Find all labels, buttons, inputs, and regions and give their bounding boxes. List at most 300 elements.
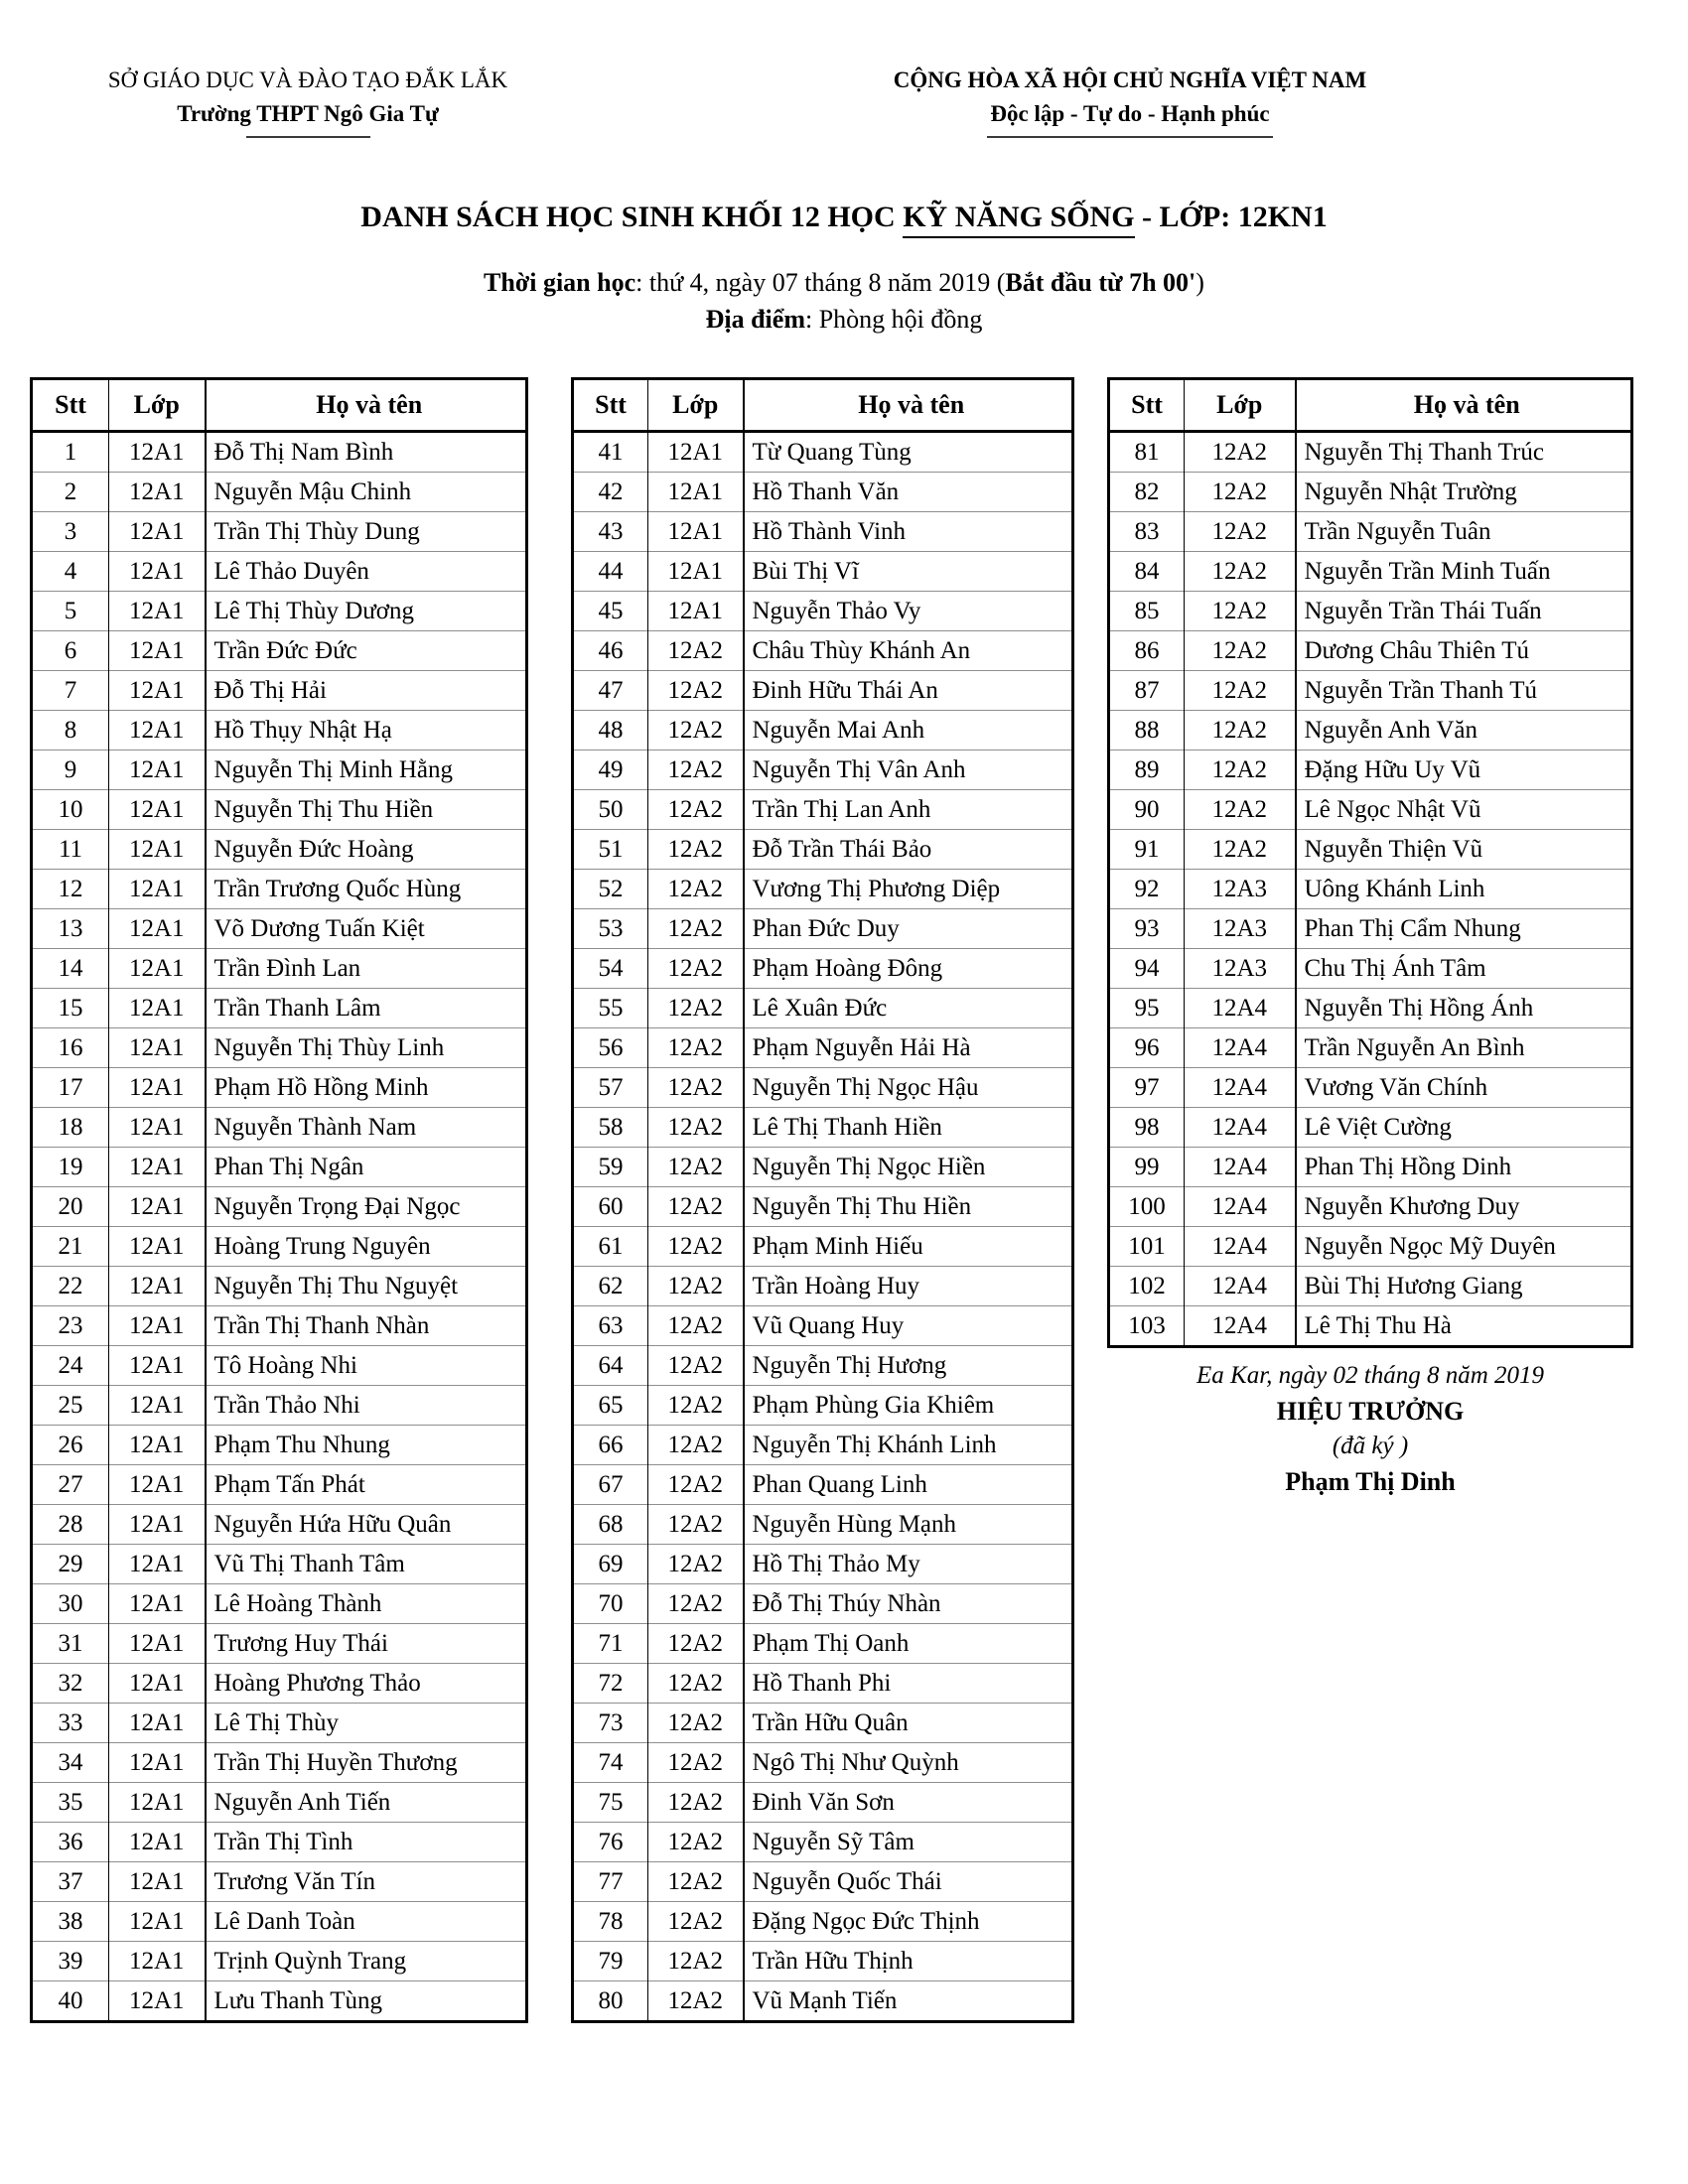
table-row — [32, 790, 527, 830]
name-cell: Dương Châu Thiên Tú — [1296, 631, 1632, 671]
name-cell: Trần Trương Quốc Hùng — [206, 870, 527, 909]
signature-name: Phạm Thị Dinh — [1285, 1467, 1456, 1496]
class-cell: 12A3 — [1185, 909, 1296, 949]
name-cell: Trần Thị Thanh Nhàn — [206, 1306, 527, 1346]
stt-cell: 63 — [573, 1306, 648, 1346]
name-cell: Hồ Thị Thảo My — [744, 1545, 1073, 1584]
table-row — [1109, 1306, 1632, 1347]
class-cell: 12A4 — [1185, 1028, 1296, 1068]
class-cell: 12A1 — [109, 1862, 206, 1902]
stt-cell: 14 — [32, 949, 109, 989]
name-cell: Lê Danh Toàn — [206, 1902, 527, 1942]
name-cell: Nguyễn Ngọc Mỹ Duyên — [1296, 1227, 1632, 1267]
name-cell: Hoàng Trung Nguyên — [206, 1227, 527, 1267]
class-cell: 12A1 — [648, 512, 744, 552]
class-cell: 12A2 — [648, 1108, 744, 1148]
table-row — [573, 1068, 1073, 1108]
table-row — [573, 552, 1073, 592]
class-cell: 12A2 — [648, 1902, 744, 1942]
stt-cell: 46 — [573, 631, 648, 671]
schedule-line — [0, 268, 1688, 298]
table-row — [573, 512, 1073, 552]
stt-cell: 50 — [573, 790, 648, 830]
stt-cell: 72 — [573, 1664, 648, 1704]
signature-block — [1107, 1362, 1633, 1497]
column-header-lop: Lớp — [1185, 379, 1296, 432]
name-cell: Trần Thị Huyền Thương — [206, 1743, 527, 1783]
class-cell: 12A1 — [109, 949, 206, 989]
stt-cell: 7 — [32, 671, 109, 711]
class-cell: 12A1 — [109, 432, 206, 473]
name-cell: Hoàng Phương Thảo — [206, 1664, 527, 1704]
title-prefix: DANH SÁCH HỌC SINH KHỐI 12 HỌC — [360, 201, 904, 233]
class-cell: 12A2 — [648, 1227, 744, 1267]
table-row — [573, 1306, 1073, 1346]
name-cell: Ngô Thị Như Quỳnh — [744, 1743, 1073, 1783]
class-cell: 12A2 — [648, 711, 744, 751]
student-table-3 — [1107, 377, 1633, 1348]
table-row — [573, 989, 1073, 1028]
table-row — [573, 1664, 1073, 1704]
class-cell: 12A4 — [1185, 1187, 1296, 1227]
title-underlined-part: KỸ NĂNG SỐNG — [903, 201, 1134, 238]
name-cell: Trần Thảo Nhi — [206, 1386, 527, 1426]
name-cell: Nguyễn Hứa Hữu Quân — [206, 1505, 527, 1545]
table-row — [1109, 1227, 1632, 1267]
stt-cell: 43 — [573, 512, 648, 552]
class-cell: 12A1 — [109, 870, 206, 909]
stt-cell: 59 — [573, 1148, 648, 1187]
name-cell: Nguyễn Thị Thu Nguyệt — [206, 1267, 527, 1306]
stt-cell: 8 — [32, 711, 109, 751]
class-cell: 12A1 — [109, 631, 206, 671]
column-header-stt: Stt — [1109, 379, 1185, 432]
class-cell: 12A1 — [109, 1148, 206, 1187]
name-cell: Nguyễn Thiện Vũ — [1296, 830, 1632, 870]
signature-role: HIỆU TRƯỞNG — [1276, 1397, 1465, 1426]
class-cell: 12A1 — [109, 1783, 206, 1823]
stt-cell: 35 — [32, 1783, 109, 1823]
name-cell: Hồ Thụy Nhật Hạ — [206, 711, 527, 751]
name-cell: Tô Hoàng Nhi — [206, 1346, 527, 1386]
school-name: Trường THPT Ngô Gia Tự — [177, 101, 439, 126]
table-row — [573, 1187, 1073, 1227]
class-cell: 12A1 — [109, 1306, 206, 1346]
stt-cell: 69 — [573, 1545, 648, 1584]
name-cell: Phạm Hoàng Đông — [744, 949, 1073, 989]
table-row — [1109, 671, 1632, 711]
name-cell: Trịnh Quỳnh Trang — [206, 1942, 527, 1981]
class-cell: 12A2 — [648, 631, 744, 671]
schedule-close-paren: ) — [1196, 268, 1204, 297]
stt-cell: 102 — [1109, 1267, 1185, 1306]
name-cell: Đinh Văn Sơn — [744, 1783, 1073, 1823]
name-cell: Trần Đức Đức — [206, 631, 527, 671]
table-row — [32, 1902, 527, 1942]
class-cell: 12A2 — [648, 751, 744, 790]
name-cell: Phan Thị Ngân — [206, 1148, 527, 1187]
stt-cell: 44 — [573, 552, 648, 592]
schedule-text: : thứ 4, ngày 07 tháng 8 năm 2019 ( — [635, 268, 1006, 297]
schedule-label: Thời gian học — [484, 268, 636, 297]
stt-cell: 94 — [1109, 949, 1185, 989]
name-cell: Trần Đình Lan — [206, 949, 527, 989]
student-table-2 — [571, 377, 1074, 2023]
table-row — [32, 671, 527, 711]
stt-cell: 55 — [573, 989, 648, 1028]
stt-cell: 78 — [573, 1902, 648, 1942]
name-cell: Nguyễn Thành Nam — [206, 1108, 527, 1148]
stt-cell: 19 — [32, 1148, 109, 1187]
table-row — [32, 1704, 527, 1743]
name-cell: Lê Thị Thùy — [206, 1704, 527, 1743]
stt-cell: 65 — [573, 1386, 648, 1426]
location-label: Địa điểm — [705, 305, 805, 334]
name-cell: Chu Thị Ánh Tâm — [1296, 949, 1632, 989]
class-cell: 12A1 — [109, 552, 206, 592]
stt-cell: 101 — [1109, 1227, 1185, 1267]
table-row — [1109, 552, 1632, 592]
table-row — [32, 1267, 527, 1306]
table-row — [573, 473, 1073, 512]
class-cell: 12A2 — [648, 909, 744, 949]
stt-cell: 13 — [32, 909, 109, 949]
table-row — [1109, 870, 1632, 909]
name-cell: Trần Thị Tình — [206, 1823, 527, 1862]
name-cell: Bùi Thị Vĩ — [744, 552, 1073, 592]
title-suffix: - LỚP: 12KN1 — [1134, 201, 1328, 233]
table-row — [573, 1386, 1073, 1426]
name-cell: Nguyễn Thị Hồng Ánh — [1296, 989, 1632, 1028]
student-table — [30, 377, 528, 2023]
stt-cell: 9 — [32, 751, 109, 790]
stt-cell: 1 — [32, 432, 109, 473]
stt-cell: 32 — [32, 1664, 109, 1704]
table-row — [573, 1942, 1073, 1981]
table-row — [32, 1306, 527, 1346]
stt-cell: 25 — [32, 1386, 109, 1426]
stt-cell: 30 — [32, 1584, 109, 1624]
class-cell: 12A2 — [648, 1306, 744, 1346]
stt-cell: 82 — [1109, 473, 1185, 512]
signature-signed-note: (đã ký ) — [1332, 1433, 1409, 1459]
class-cell: 12A2 — [1185, 790, 1296, 830]
table-row — [32, 1346, 527, 1386]
class-cell: 12A4 — [1185, 1068, 1296, 1108]
stt-cell: 90 — [1109, 790, 1185, 830]
table-row — [1109, 1068, 1632, 1108]
name-cell: Phạm Phùng Gia Khiêm — [744, 1386, 1073, 1426]
table-row — [32, 1981, 527, 2022]
name-cell: Phạm Thu Nhung — [206, 1426, 527, 1465]
class-cell: 12A4 — [1185, 989, 1296, 1028]
stt-cell: 76 — [573, 1823, 648, 1862]
national-motto: Độc lập - Tự do - Hạnh phúc — [990, 101, 1270, 126]
class-cell: 12A1 — [109, 1227, 206, 1267]
table-row — [1109, 1267, 1632, 1306]
class-cell: 12A2 — [648, 1148, 744, 1187]
table-row — [573, 1108, 1073, 1148]
class-cell: 12A1 — [109, 1028, 206, 1068]
table-row — [573, 631, 1073, 671]
class-cell: 12A2 — [648, 1624, 744, 1664]
table-row — [32, 909, 527, 949]
issuing-authority-block — [40, 68, 576, 138]
name-cell: Vũ Mạnh Tiến — [744, 1981, 1073, 2022]
document-title — [0, 201, 1688, 234]
table-row — [573, 870, 1073, 909]
name-cell: Uông Khánh Linh — [1296, 870, 1632, 909]
class-cell: 12A1 — [109, 1624, 206, 1664]
name-cell: Phạm Thị Oanh — [744, 1624, 1073, 1664]
name-cell: Nguyễn Trần Minh Tuấn — [1296, 552, 1632, 592]
name-cell: Châu Thùy Khánh An — [744, 631, 1073, 671]
name-cell: Nguyễn Thảo Vy — [744, 592, 1073, 631]
table-header-row — [32, 379, 527, 432]
name-cell: Nguyễn Anh Văn — [1296, 711, 1632, 751]
location-text: : Phòng hội đồng — [804, 305, 983, 334]
stt-cell: 51 — [573, 830, 648, 870]
table-row — [573, 1981, 1073, 2022]
name-cell: Phạm Tấn Phát — [206, 1465, 527, 1505]
class-cell: 12A1 — [109, 711, 206, 751]
table-row — [573, 1902, 1073, 1942]
table-header-row — [1109, 379, 1632, 432]
stt-cell: 61 — [573, 1227, 648, 1267]
stt-cell: 4 — [32, 552, 109, 592]
class-cell: 12A1 — [109, 1902, 206, 1942]
class-cell: 12A2 — [648, 1187, 744, 1227]
class-cell: 12A1 — [109, 1267, 206, 1306]
table-row — [32, 1108, 527, 1148]
class-cell: 12A1 — [109, 1942, 206, 1981]
table-row — [32, 830, 527, 870]
name-cell: Nguyễn Khương Duy — [1296, 1187, 1632, 1227]
table-row — [32, 1545, 527, 1584]
stt-cell: 70 — [573, 1584, 648, 1624]
table-row — [32, 1505, 527, 1545]
name-cell: Đặng Hữu Uy Vũ — [1296, 751, 1632, 790]
table-row — [573, 1028, 1073, 1068]
class-cell: 12A1 — [109, 1505, 206, 1545]
stt-cell: 10 — [32, 790, 109, 830]
class-cell: 12A2 — [648, 1981, 744, 2022]
name-cell: Trần Nguyễn An Bình — [1296, 1028, 1632, 1068]
class-cell: 12A2 — [648, 1823, 744, 1862]
class-cell: 12A1 — [109, 1823, 206, 1862]
table-row — [32, 473, 527, 512]
name-cell: Nguyễn Thị Thu Hiền — [744, 1187, 1073, 1227]
stt-cell: 20 — [32, 1187, 109, 1227]
class-cell: 12A1 — [109, 989, 206, 1028]
column-header-name: Họ và tên — [744, 379, 1073, 432]
table-row — [1109, 432, 1632, 473]
table-row — [32, 1426, 527, 1465]
name-cell: Đỗ Thị Thúy Nhàn — [744, 1584, 1073, 1624]
table-row — [32, 1823, 527, 1862]
name-cell: Nguyễn Anh Tiến — [206, 1783, 527, 1823]
class-cell: 12A2 — [648, 671, 744, 711]
stt-cell: 97 — [1109, 1068, 1185, 1108]
stt-cell: 21 — [32, 1227, 109, 1267]
class-cell: 12A2 — [648, 989, 744, 1028]
name-cell: Nguyễn Mai Anh — [744, 711, 1073, 751]
name-cell: Phạm Hồ Hồng Minh — [206, 1068, 527, 1108]
signature-place-date: Ea Kar, ngày 02 tháng 8 năm 2019 — [1196, 1362, 1544, 1389]
table-row — [1109, 631, 1632, 671]
name-cell: Từ Quang Tùng — [752, 438, 912, 466]
stt-cell: 56 — [573, 1028, 648, 1068]
stt-cell: 91 — [1109, 830, 1185, 870]
name-cell: Nguyễn Nhật Trường — [1296, 473, 1632, 512]
table-row — [1109, 949, 1632, 989]
table-row — [573, 711, 1073, 751]
name-cell: Vũ Quang Huy — [744, 1306, 1073, 1346]
table-row — [32, 1743, 527, 1783]
name-cell: Vương Văn Chính — [1296, 1068, 1632, 1108]
table-row — [573, 1823, 1073, 1862]
table-row — [573, 1227, 1073, 1267]
schedule-start-time: Bắt đầu từ 7h 00' — [1005, 268, 1196, 297]
class-cell: 12A1 — [109, 1545, 206, 1584]
class-cell: 12A1 — [109, 1981, 206, 2022]
name-cell: Phan Thị Cẩm Nhung — [1296, 909, 1632, 949]
name-cell: Hồ Thành Vinh — [744, 512, 1073, 552]
stt-cell: 85 — [1109, 592, 1185, 631]
class-cell: 12A2 — [1185, 830, 1296, 870]
stt-cell: 96 — [1109, 1028, 1185, 1068]
name-cell: Nguyễn Thị Thu Hiền — [206, 790, 527, 830]
student-table-1 — [30, 377, 528, 2023]
name-cell: Lê Thị Thùy Dương — [206, 592, 527, 631]
stt-cell: 37 — [32, 1862, 109, 1902]
stt-cell: 77 — [573, 1862, 648, 1902]
table-row — [1109, 711, 1632, 751]
name-cell: Nguyễn Thị Minh Hằng — [206, 751, 527, 790]
table-row — [32, 870, 527, 909]
table-row — [32, 1386, 527, 1426]
table-row — [32, 1624, 527, 1664]
class-cell: 12A2 — [648, 1267, 744, 1306]
stt-cell: 52 — [573, 870, 648, 909]
table-row — [573, 1862, 1073, 1902]
class-cell: 12A2 — [648, 1862, 744, 1902]
stt-cell: 26 — [32, 1426, 109, 1465]
class-cell: 12A1 — [648, 552, 744, 592]
table-row — [1109, 989, 1632, 1028]
stt-cell: 79 — [573, 1942, 648, 1981]
class-cell: 12A1 — [109, 1664, 206, 1704]
stt-cell: 11 — [32, 830, 109, 870]
class-cell: 12A2 — [648, 870, 744, 909]
student-table — [571, 377, 1074, 2023]
class-cell: 12A1 — [648, 592, 744, 631]
name-cell: Nguyễn Thị Vân Anh — [744, 751, 1073, 790]
stt-cell: 15 — [32, 989, 109, 1028]
stt-cell: 58 — [573, 1108, 648, 1148]
class-cell: 12A2 — [1185, 711, 1296, 751]
table-row — [573, 1584, 1073, 1624]
table-row — [573, 830, 1073, 870]
table-row — [573, 1346, 1073, 1386]
table-row — [32, 1664, 527, 1704]
stt-cell: 74 — [573, 1743, 648, 1783]
stt-cell: 60 — [573, 1187, 648, 1227]
column-header-lop: Lớp — [109, 379, 206, 432]
table-row — [32, 512, 527, 552]
name-cell: Nguyễn Trần Thanh Tú — [1296, 671, 1632, 711]
class-cell: 12A1 — [109, 909, 206, 949]
column-header-name: Họ và tên — [206, 379, 527, 432]
table-row — [1109, 1187, 1632, 1227]
national-header-block — [862, 68, 1398, 138]
table-row — [1109, 790, 1632, 830]
table-row — [32, 592, 527, 631]
class-cell: 12A2 — [648, 1545, 744, 1584]
name-cell: Nguyễn Thị Hương — [744, 1346, 1073, 1386]
class-cell: 12A1 — [109, 671, 206, 711]
stt-cell: 17 — [32, 1068, 109, 1108]
class-cell: 12A2 — [648, 1664, 744, 1704]
table-row — [573, 909, 1073, 949]
stt-cell: 31 — [32, 1624, 109, 1664]
class-cell: 12A4 — [1185, 1148, 1296, 1187]
name-cell: Phạm Nguyễn Hải Hà — [744, 1028, 1073, 1068]
stt-cell: 75 — [573, 1783, 648, 1823]
table-row — [32, 432, 527, 473]
table-row — [32, 552, 527, 592]
name-cell: Nguyễn Thị Ngọc Hậu — [744, 1068, 1073, 1108]
table-row — [32, 1862, 527, 1902]
class-cell: 12A1 — [109, 1743, 206, 1783]
stt-cell: 16 — [32, 1028, 109, 1068]
class-cell: 12A2 — [648, 1028, 744, 1068]
class-cell: 12A2 — [648, 1505, 744, 1545]
table-row — [32, 1227, 527, 1267]
class-cell: 12A1 — [109, 1386, 206, 1426]
class-cell: 12A1 — [109, 1346, 206, 1386]
table-row — [573, 592, 1073, 631]
name-cell: Phan Đức Duy — [744, 909, 1073, 949]
name-cell: Nguyễn Quốc Thái — [744, 1862, 1073, 1902]
table-row — [32, 711, 527, 751]
name-cell: Trần Nguyễn Tuân — [1296, 512, 1632, 552]
name-cell: Đỗ Thị Nam Bình — [213, 438, 394, 466]
table-row — [573, 432, 1073, 473]
name-cell: Nguyễn Đức Hoàng — [206, 830, 527, 870]
stt-cell: 54 — [573, 949, 648, 989]
table-row — [32, 1068, 527, 1108]
class-cell: 12A1 — [109, 830, 206, 870]
stt-cell: 62 — [573, 1267, 648, 1306]
school-name-underline — [246, 136, 370, 138]
name-cell: Đỗ Thị Hải — [206, 671, 527, 711]
class-cell: 12A2 — [648, 1068, 744, 1108]
name-cell: Đinh Hữu Thái An — [744, 671, 1073, 711]
stt-cell: 36 — [32, 1823, 109, 1862]
name-cell: Trần Hoàng Huy — [744, 1267, 1073, 1306]
stt-cell: 45 — [573, 592, 648, 631]
stt-cell: 23 — [32, 1306, 109, 1346]
name-cell: Lê Thị Thanh Hiền — [744, 1108, 1073, 1148]
class-cell: 12A3 — [1185, 949, 1296, 989]
column-header-stt: Stt — [32, 379, 109, 432]
motto-underline — [987, 136, 1273, 138]
class-cell: 12A1 — [109, 512, 206, 552]
name-cell: Trần Hữu Quân — [744, 1704, 1073, 1743]
class-cell: 12A1 — [648, 432, 744, 473]
table-row — [573, 1783, 1073, 1823]
